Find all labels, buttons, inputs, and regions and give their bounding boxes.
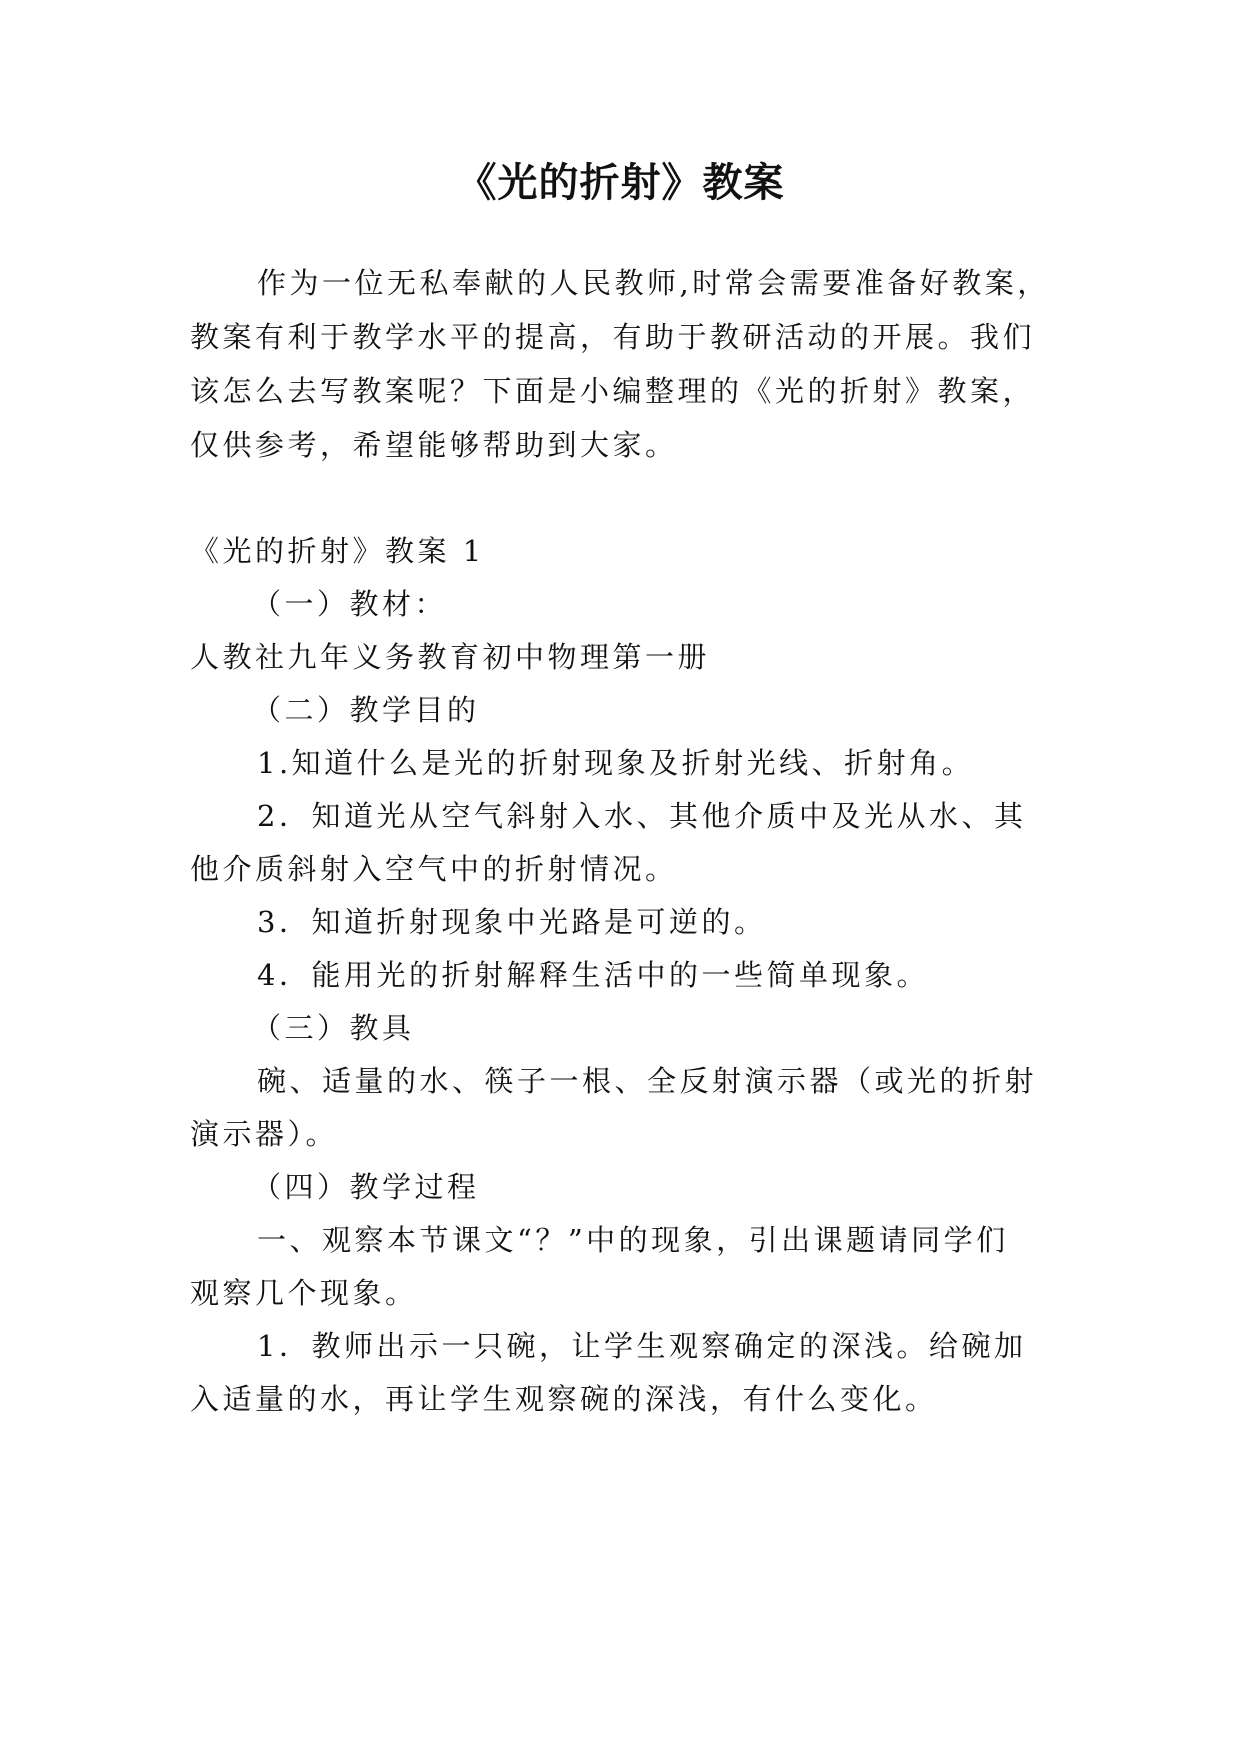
body-line-3: （二）教学目的	[252, 693, 480, 727]
body-line-13: 一、观察本节课文“？”中的现象，引出课题请同学们	[257, 1223, 1009, 1257]
body-line-15: 1．教师出示一只碗，让学生观察确定的深浅。给碗加	[257, 1329, 1027, 1363]
body-line-12: （四）教学过程	[252, 1170, 480, 1204]
document-title: 《光的折射》教案	[456, 160, 785, 206]
intro-line-1: 作为一位无私奉献的人民教师,时常会需要准备好教案，	[257, 266, 1050, 300]
body-line-6: 他介质斜射入空气中的折射情况。	[190, 852, 678, 886]
body-line-4: 1.知道什么是光的折射现象及折射光线、折射角。	[257, 746, 975, 780]
body-line-14: 观察几个现象。	[190, 1276, 418, 1310]
intro-line-4: 仅供参考，希望能够帮助到大家。	[190, 428, 678, 462]
body-line-9: （三）教具	[252, 1011, 415, 1045]
intro-line-2: 教案有利于教学水平的提高，有助于教研活动的开展。我们	[190, 320, 1036, 354]
section-heading: 《光的折射》教案 1	[190, 534, 485, 568]
body-line-11: 演示器）。	[190, 1117, 339, 1151]
body-line-7: 3．知道折射现象中光路是可逆的。	[257, 905, 767, 939]
body-line-5: 2．知道光从空气斜射入水、其他介质中及光从水、其	[257, 799, 1027, 833]
intro-line-3: 该怎么去写教案呢？下面是小编整理的《光的折射》教案，	[190, 374, 1036, 408]
body-line-10: 碗、适量的水、筷子一根、全反射演示器（或光的折射	[257, 1064, 1038, 1098]
body-line-1: （一）教材：	[252, 587, 448, 621]
body-line-2: 人教社九年义务教育初中物理第一册	[190, 640, 711, 674]
body-line-8: 4．能用光的折射解释生活中的一些简单现象。	[257, 958, 929, 992]
body-line-16: 入适量的水，再让学生观察碗的深浅，有什么变化。	[190, 1382, 938, 1416]
